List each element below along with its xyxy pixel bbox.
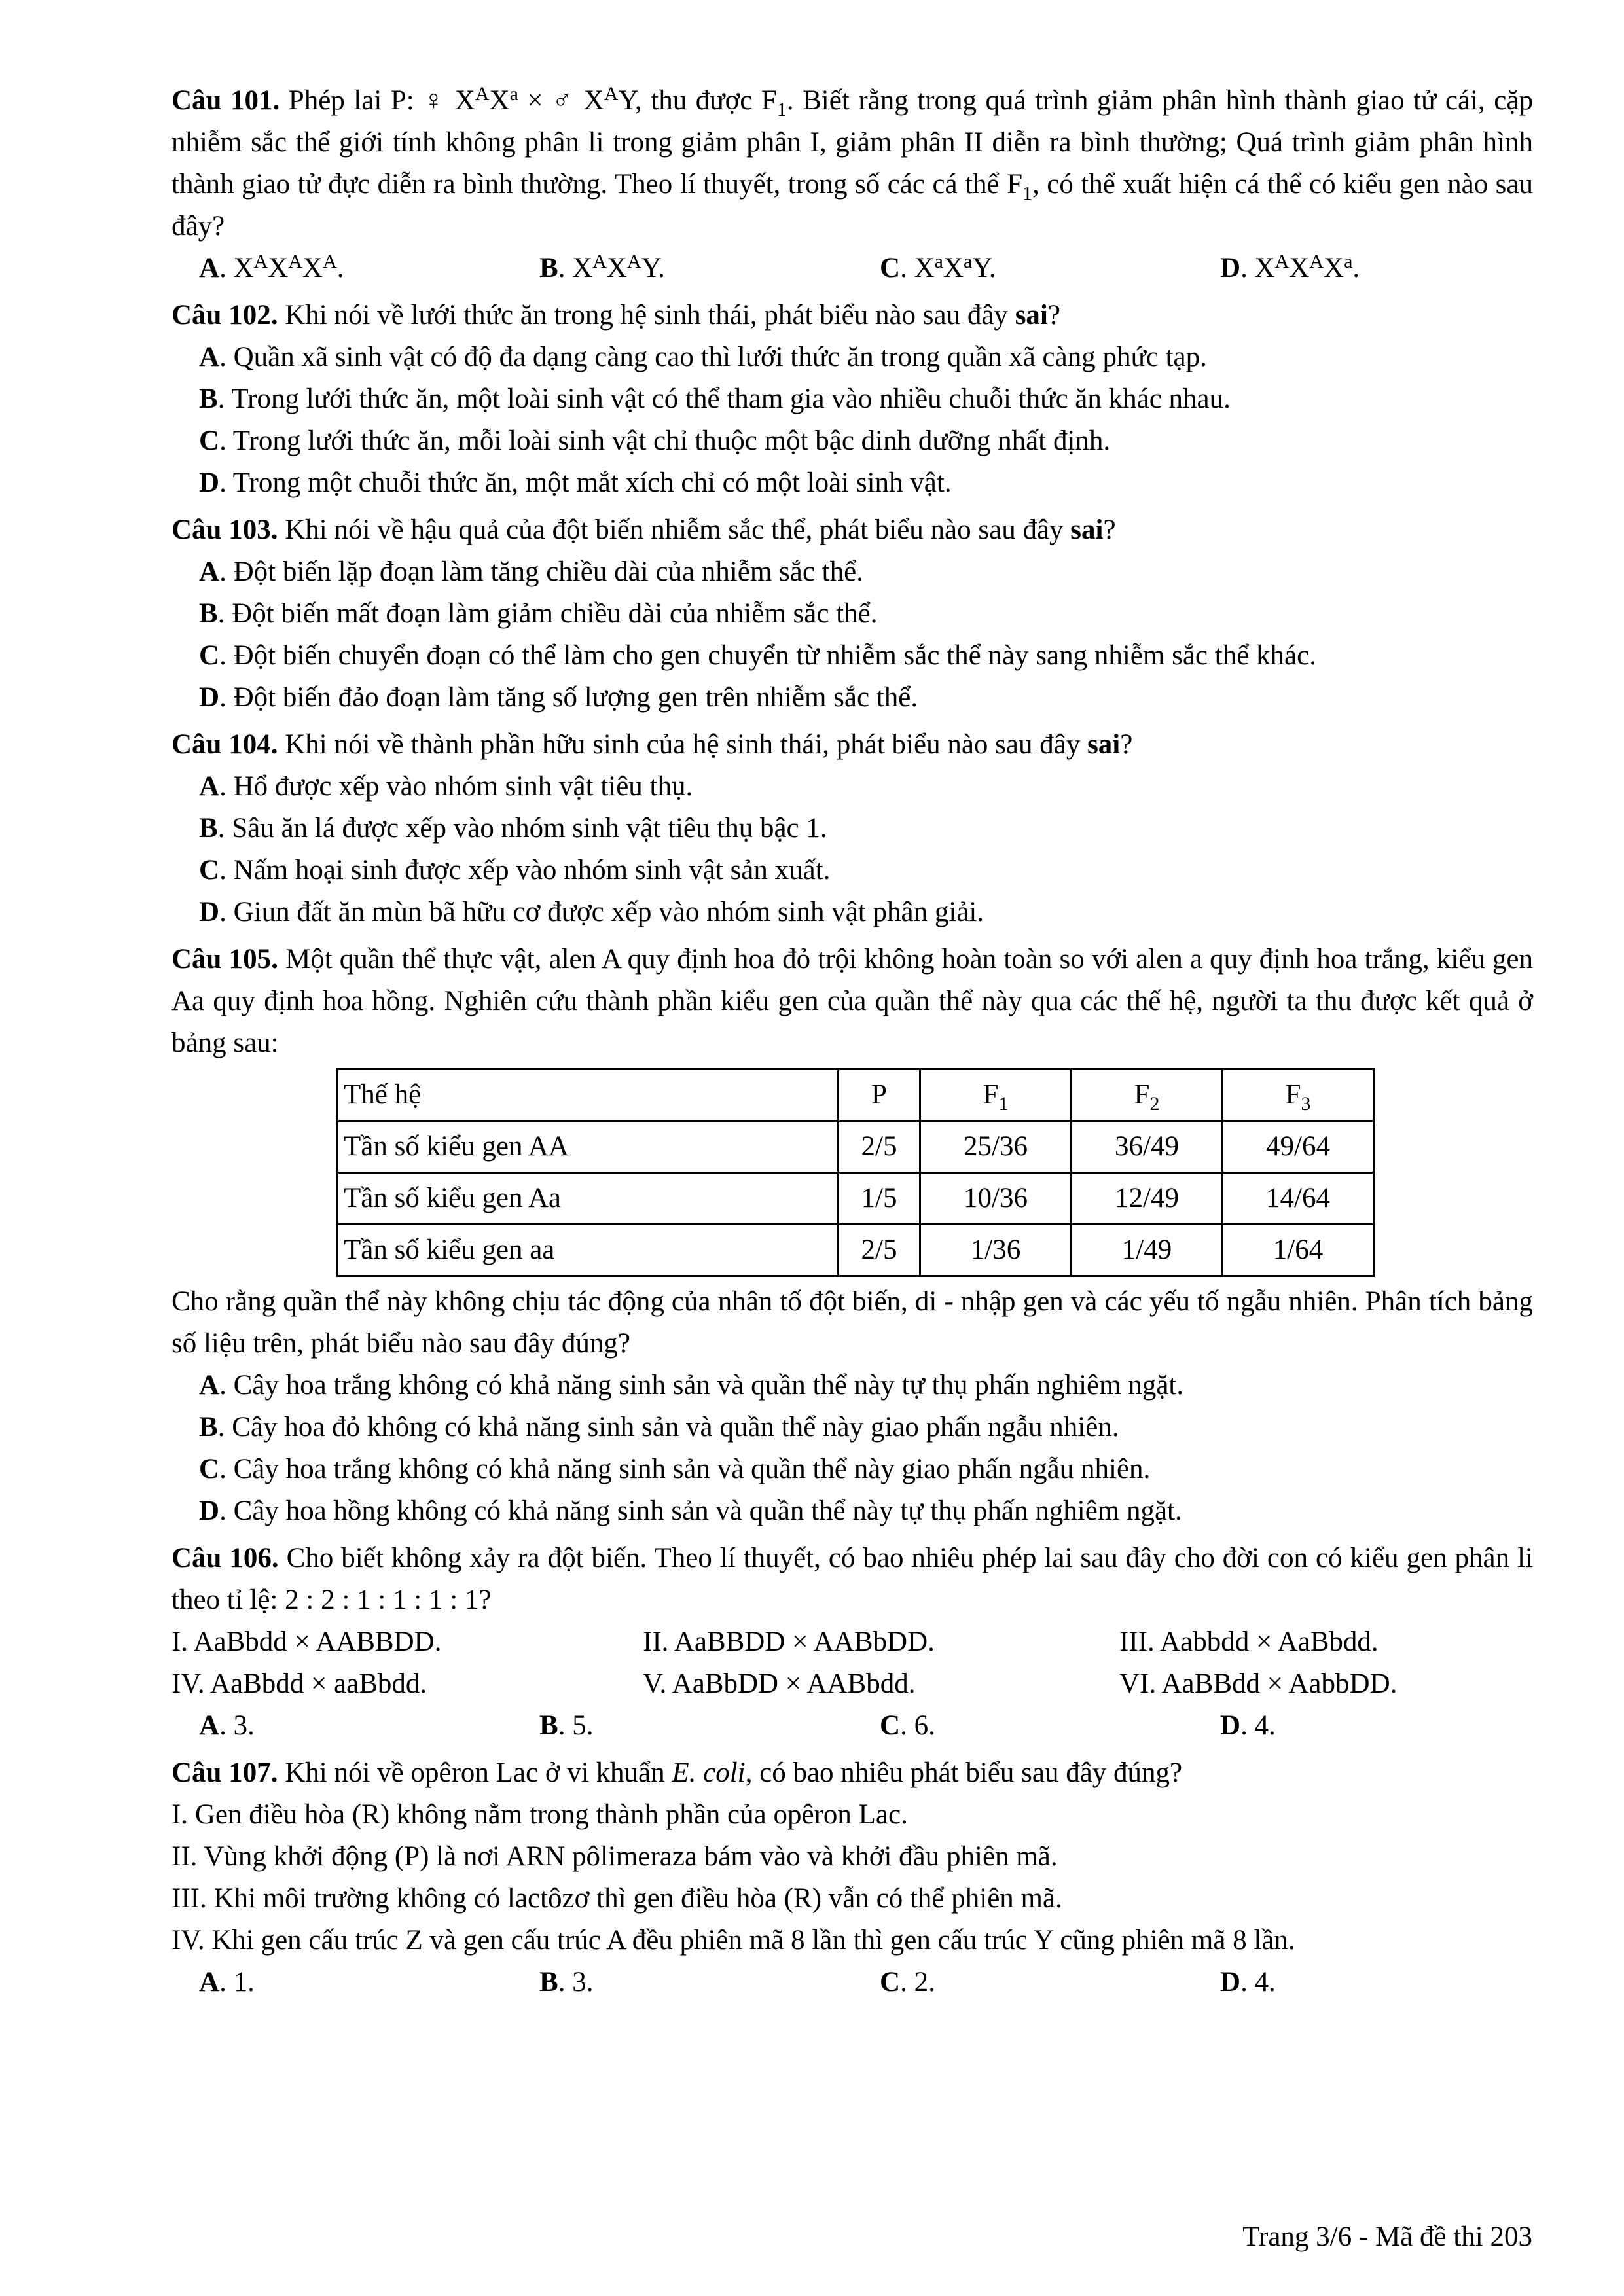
genotype-part: X	[233, 253, 254, 283]
genotype-part: X	[572, 253, 593, 283]
stem-text: ?	[1103, 514, 1116, 545]
option-text: . 3.	[219, 1710, 255, 1741]
option-letter: C	[199, 425, 220, 456]
option-c[interactable]	[171, 1448, 1533, 1490]
header-text: F	[1285, 1079, 1301, 1110]
option-b[interactable]	[539, 1962, 880, 2003]
option-letter: A	[199, 253, 220, 283]
question-number: Câu 102.	[171, 300, 278, 331]
genotype-part: Y	[641, 253, 659, 283]
table-cell: 2/5	[839, 1121, 920, 1173]
table-cell: Tần số kiểu gen AA	[338, 1121, 839, 1173]
option-a[interactable]	[199, 1962, 539, 2003]
option-b[interactable]	[171, 808, 1533, 850]
table-cell: 10/36	[920, 1173, 1072, 1225]
table-row	[338, 1225, 1374, 1276]
genotype-part: X	[268, 253, 289, 283]
genotype-part: X	[1289, 253, 1310, 283]
option-d[interactable]	[171, 891, 1533, 933]
table-cell: Tần số kiểu gen aa	[338, 1225, 839, 1276]
option-a[interactable]	[171, 336, 1533, 378]
option-letter: C	[199, 640, 220, 671]
option-c[interactable]	[880, 1705, 1220, 1747]
stem-text: Khi nói về lưới thức ăn trong hệ sinh thái, phát biểu nào sau đây	[278, 300, 1015, 331]
stem-text: , có bao nhiêu phát biểu sau đây đúng?	[745, 1757, 1183, 1788]
option-text: . 2.	[900, 1967, 935, 1998]
option-text: . 4.	[1240, 1710, 1276, 1741]
question-stem	[171, 295, 1533, 336]
genotype-part: X	[1324, 253, 1344, 283]
genotype-part: Y	[972, 253, 989, 283]
option-text: . 4.	[1240, 1967, 1276, 1998]
cross-item: V. AaBbDD × AABbdd.	[643, 1668, 916, 1699]
option-letter: A	[199, 771, 220, 802]
table-cell: 12/49	[1072, 1173, 1223, 1225]
option-d[interactable]	[171, 462, 1533, 504]
superscript: A	[323, 251, 337, 272]
option-dot: .	[1240, 253, 1255, 283]
table-cell: 49/64	[1223, 1121, 1374, 1173]
option-a[interactable]	[199, 247, 539, 289]
question-number: Câu 105.	[171, 944, 278, 975]
option-letter: B	[199, 598, 218, 629]
option-text: . Hổ được xếp vào nhóm sinh vật tiêu thụ.	[219, 771, 693, 802]
table-header-cell: Thế hệ	[338, 1069, 839, 1121]
option-letter: A	[199, 1370, 220, 1401]
page-footer: Trang 3/6 - Mã đề thi 203	[1242, 2221, 1532, 2252]
option-d[interactable]	[1220, 1962, 1561, 2003]
cross-list-row	[171, 1621, 1533, 1663]
option-text: . Cây hoa trắng không có khả năng sinh sản và quần thể này giao phấn ngẫu nhiên.	[219, 1454, 1151, 1484]
table-cell: 1/49	[1072, 1225, 1223, 1276]
cross-item: I. AaBbdd × AABBDD.	[171, 1626, 442, 1657]
option-letter: C	[880, 1967, 901, 1998]
option-text: . Trong lưới thức ăn, mỗi loài sinh vật chỉ thuộc một bậc dinh dưỡng nhất định.	[219, 425, 1111, 456]
table-row	[338, 1121, 1374, 1173]
emphasis-word: sai	[1087, 729, 1121, 760]
option-c[interactable]	[880, 1962, 1220, 2003]
table-header-cell: P	[839, 1069, 920, 1121]
option-letter: C	[199, 855, 220, 886]
header-text: F	[983, 1079, 999, 1110]
option-text: . Đột biến đảo đoạn làm tăng số lượng gen trên nhiễm sắc thể.	[219, 682, 918, 713]
question-number: Câu 101.	[171, 85, 280, 116]
option-b[interactable]	[171, 1407, 1533, 1448]
option-letter: B	[199, 384, 218, 414]
option-text: . Nấm hoại sinh được xếp vào nhóm sinh vật sản xuất.	[219, 855, 831, 886]
superscript: A	[1309, 251, 1324, 272]
option-text: . Quần xã sinh vật có độ đa dạng càng cao thì lưới thức ăn trong quần xã càng phức tạp.	[219, 342, 1207, 372]
option-text: . Trong một chuỗi thức ăn, một mắt xích chỉ có một loài sinh vật.	[219, 467, 952, 498]
option-c[interactable]	[171, 420, 1533, 462]
subscript: 3	[1301, 1093, 1311, 1115]
stem-text: Cho biết không xảy ra đột biến. Theo lí thuyết, có bao nhiêu phép lai sau đây cho đời con có kiểu gen phân li theo tỉ lệ: 2 : 2 : 1 : 1 : 1 : 1?	[171, 1543, 1533, 1615]
option-text: . 5.	[558, 1710, 594, 1741]
superscript: A	[604, 83, 619, 105]
option-text: . Sâu ăn lá được xếp vào nhóm sinh vật tiêu thụ bậc 1.	[217, 813, 827, 844]
superscript: A	[253, 251, 268, 272]
superscript: a	[1344, 251, 1353, 272]
table-cell: 1/5	[839, 1173, 920, 1225]
statement-item: II. Vùng khởi động (P) là nơi ARN pôlimeraza bám vào và khởi đầu phiên mã.	[171, 1841, 1058, 1872]
genotype-part: X	[606, 253, 627, 283]
option-letter: C	[880, 1710, 901, 1741]
option-letter: C	[880, 253, 901, 283]
statement-item: I. Gen điều hòa (R) không nằm trong thành phần của opêron Lac.	[171, 1799, 908, 1830]
superscript: A	[288, 251, 303, 272]
answer-options	[171, 1705, 1533, 1747]
cross-item: VI. AaBBdd × AabbDD.	[1119, 1668, 1398, 1699]
option-letter: C	[199, 1454, 220, 1484]
genotype-part: X	[943, 253, 964, 283]
option-a[interactable]	[171, 766, 1533, 808]
option-dot: .	[219, 253, 234, 283]
option-end: .	[1352, 253, 1360, 283]
stem-text: Khi nói về opêron Lac ở vi khuẩn	[278, 1757, 672, 1788]
option-end: .	[988, 253, 996, 283]
option-text: . Cây hoa hồng không có khả năng sinh sản và quần thể này tự thụ phấn nghiêm ngặt.	[219, 1496, 1182, 1526]
answer-options	[171, 1962, 1533, 2003]
option-a[interactable]	[171, 551, 1533, 593]
superscript: A	[1274, 251, 1290, 272]
question-107	[171, 1752, 1533, 2003]
superscript: A	[592, 251, 607, 272]
option-letter: A	[199, 1710, 220, 1741]
option-text: . Cây hoa trắng không có khả năng sinh sản và quần thể này tự thụ phấn nghiêm ngặt.	[219, 1370, 1184, 1401]
stem-text: . Biết rằng trong quá trình giảm phân hình thành giao tử cái, cặp nhiễm sắc thể giới tính không phân li trong giảm phân I, giảm phân II diễn ra bình thường; Quá trình giảm phân hình thành giao tử đực diễn ra bình thường. Theo lí thuyết, trong số các cá thể F	[171, 85, 1533, 200]
question-stem-continued: Cho rằng quần thể này không chịu tác động của nhân tố đột biến, di - nhập gen và các yếu tố ngẫu nhiên. Phân tích bảng số liệu trên, phát biểu nào sau đây đúng?	[171, 1286, 1533, 1359]
option-letter: D	[199, 1496, 220, 1526]
option-a[interactable]	[199, 1705, 539, 1747]
option-d[interactable]	[1220, 247, 1561, 289]
stem-text: X	[489, 85, 510, 116]
option-dot: .	[558, 253, 573, 283]
species-name: E. coli	[672, 1757, 746, 1788]
question-stem	[171, 80, 1533, 247]
stem-text: × ♂ X	[518, 85, 604, 116]
header-text: F	[1134, 1079, 1150, 1110]
option-text: . Đột biến chuyển đoạn có thể làm cho gen chuyển từ nhiễm sắc thể này sang nhiễm sắc thể khác.	[219, 640, 1316, 671]
option-letter: B	[199, 1412, 218, 1443]
genotype-part: X	[302, 253, 323, 283]
cross-item: II. AaBBDD × AABbDD.	[643, 1626, 935, 1657]
question-number: Câu 107.	[171, 1757, 278, 1788]
option-letter: D	[1220, 1710, 1241, 1741]
subscript: 2	[1149, 1093, 1160, 1115]
option-text: . Giun đất ăn mùn bã hữu cơ được xếp vào nhóm sinh vật phân giải.	[219, 897, 984, 927]
table-cell: 36/49	[1072, 1121, 1223, 1173]
question-103	[171, 509, 1533, 719]
stem-text: Khi nói về hậu quả của đột biến nhiễm sắc thể, phát biểu nào sau đây	[278, 514, 1071, 545]
genotype-part: X	[1254, 253, 1275, 283]
question-stem	[171, 1537, 1533, 1621]
emphasis-word: sai	[1015, 300, 1048, 331]
question-104	[171, 724, 1533, 933]
cross-item: IV. AaBbdd × aaBbdd.	[171, 1668, 427, 1699]
table-header-cell	[1223, 1069, 1374, 1121]
subscript: 1	[998, 1093, 1009, 1115]
option-letter: A	[199, 342, 220, 372]
exam-content	[171, 80, 1533, 2009]
option-b[interactable]	[171, 593, 1533, 635]
superscript: A	[475, 83, 490, 105]
table-cell: 25/36	[920, 1121, 1072, 1173]
option-letter: D	[199, 897, 220, 927]
option-letter: A	[199, 556, 220, 587]
option-letter: D	[1220, 253, 1241, 283]
statement-item: IV. Khi gen cấu trúc Z và gen cấu trúc A đều phiên mã 8 lần thì gen cấu trúc Y cũng phiên mã 8 lần.	[171, 1925, 1295, 1956]
question-number: Câu 103.	[171, 514, 278, 545]
question-105	[171, 939, 1533, 1532]
table-header-row	[338, 1069, 1374, 1121]
question-102	[171, 295, 1533, 504]
question-number: Câu 104.	[171, 729, 278, 760]
table-cell: 2/5	[839, 1225, 920, 1276]
option-text: . 6.	[900, 1710, 935, 1741]
question-stem	[171, 939, 1533, 1064]
answer-options	[171, 247, 1533, 289]
table-header-cell	[920, 1069, 1072, 1121]
stem-text: Một quần thể thực vật, alen A quy định hoa đỏ trội không hoàn toàn so với alen a quy định hoa trắng, kiểu gen Aa quy định hoa hồng. Nghiên cứu thành phần kiểu gen của quần thể này qua các thế hệ, người ta thu được kết quả ở bảng sau:	[171, 944, 1533, 1058]
option-b[interactable]	[539, 247, 880, 289]
table-cell: 14/64	[1223, 1173, 1374, 1225]
option-letter: A	[199, 1967, 220, 1998]
table-row	[338, 1173, 1374, 1225]
option-letter: D	[1220, 1967, 1241, 1998]
option-end: .	[336, 253, 344, 283]
option-text: . Đột biến lặp đoạn làm tăng chiều dài của nhiễm sắc thể.	[219, 556, 863, 587]
option-text: . 1.	[219, 1967, 255, 1998]
table-cell: 1/36	[920, 1225, 1072, 1276]
option-text: . 3.	[558, 1967, 594, 1998]
question-stem	[171, 1752, 1533, 1794]
option-text: . Cây hoa đỏ không có khả năng sinh sản và quần thể này giao phấn ngẫu nhiên.	[217, 1412, 1119, 1443]
cross-list-row	[171, 1663, 1533, 1705]
option-letter: B	[539, 1710, 558, 1741]
option-letter: B	[199, 813, 218, 844]
genotype-frequency-table	[336, 1068, 1375, 1277]
superscript: a	[964, 251, 973, 272]
option-text: . Đột biến mất đoạn làm giảm chiều dài của nhiễm sắc thể.	[217, 598, 878, 629]
statement-item: III. Khi môi trường không có lactôzơ thì gen điều hòa (R) vẫn có thể phiên mã.	[171, 1883, 1062, 1914]
question-stem	[171, 509, 1533, 551]
option-c[interactable]	[880, 247, 1220, 289]
stem-text: ?	[1120, 729, 1133, 760]
stem-text: Y, thu được F	[618, 85, 777, 116]
option-text: . Trong lưới thức ăn, một loài sinh vật có thể tham gia vào nhiều chuỗi thức ăn khác nhau.	[217, 384, 1231, 414]
option-letter: B	[539, 1967, 558, 1998]
stem-text: , có thể xuất hiện cá thể có kiểu gen nào sau đây?	[171, 169, 1533, 242]
table-cell: 1/64	[1223, 1225, 1374, 1276]
option-letter: D	[199, 467, 220, 498]
option-b[interactable]	[539, 1705, 880, 1747]
option-c[interactable]	[171, 635, 1533, 677]
stem-text: Phép lai P: ♀ X	[280, 85, 475, 116]
question-101	[171, 80, 1533, 289]
question-stem	[171, 724, 1533, 766]
question-106	[171, 1537, 1533, 1747]
genotype-part: X	[914, 253, 935, 283]
option-letter: B	[539, 253, 558, 283]
superscript: A	[626, 251, 641, 272]
table-cell: Tần số kiểu gen Aa	[338, 1173, 839, 1225]
option-d[interactable]	[171, 677, 1533, 719]
option-d[interactable]	[171, 1490, 1533, 1532]
question-number: Câu 106.	[171, 1543, 279, 1573]
stem-text: ?	[1047, 300, 1060, 331]
subscript: 1	[1022, 183, 1033, 204]
emphasis-word: sai	[1070, 514, 1104, 545]
superscript: a	[934, 251, 943, 272]
table-header-cell	[1072, 1069, 1223, 1121]
superscript: a	[509, 83, 518, 105]
cross-item: III. Aabbdd × AaBbdd.	[1119, 1626, 1379, 1657]
stem-text: Khi nói về thành phần hữu sinh của hệ sinh thái, phát biểu nào sau đây	[278, 729, 1088, 760]
option-dot: .	[900, 253, 914, 283]
option-b[interactable]	[171, 378, 1533, 420]
option-d[interactable]	[1220, 1705, 1561, 1747]
subscript: 1	[776, 99, 787, 120]
option-end: .	[658, 253, 665, 283]
option-a[interactable]	[171, 1365, 1533, 1407]
option-letter: D	[199, 682, 220, 713]
option-c[interactable]	[171, 850, 1533, 891]
